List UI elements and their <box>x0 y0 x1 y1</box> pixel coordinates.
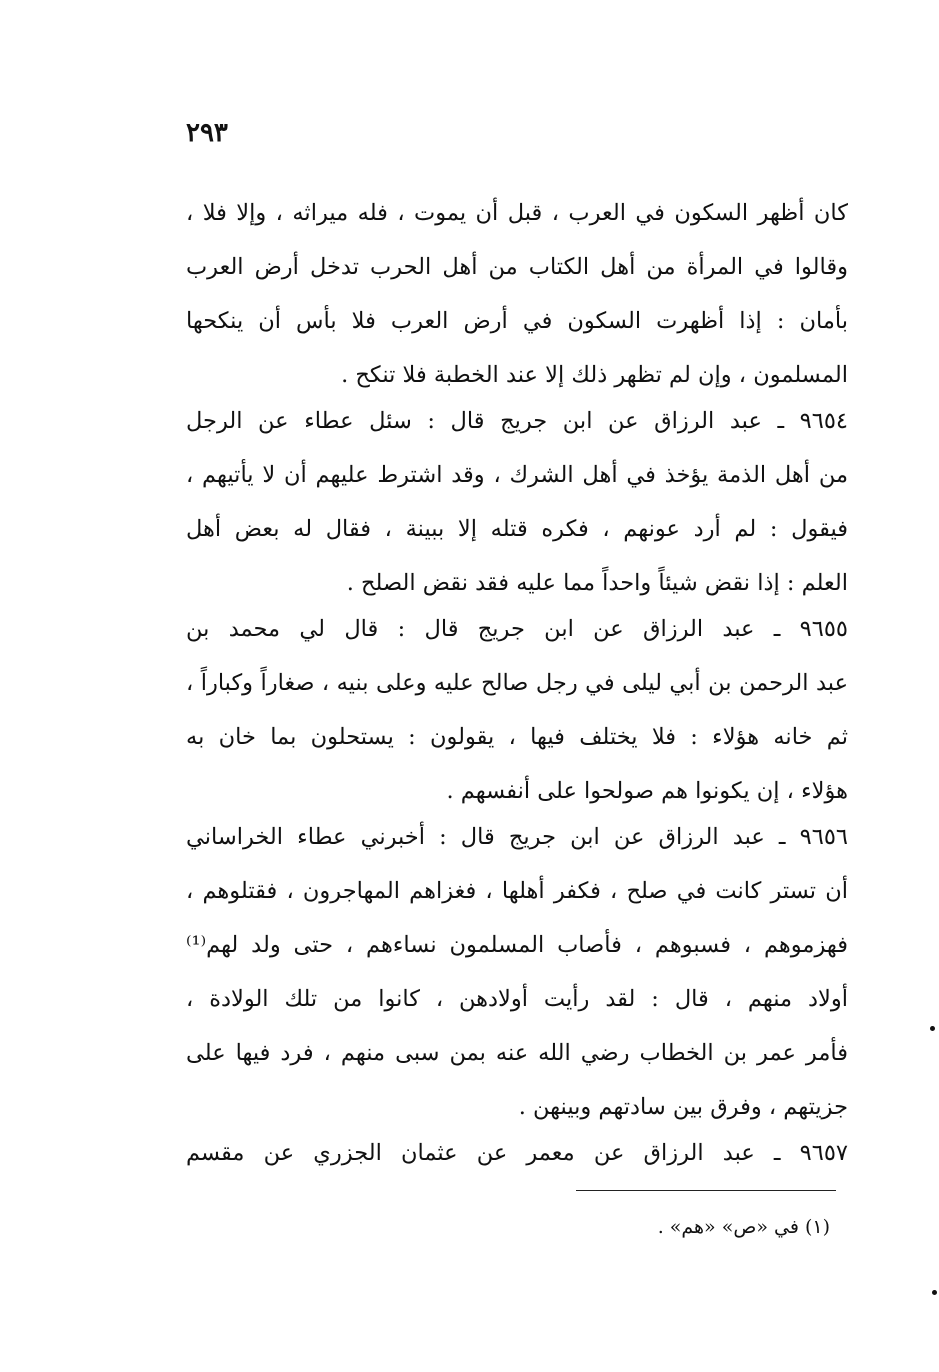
text-line: كان أظهر السكون في العرب ، قبل أن يموت ، فله ميراثه ، وإلا فلا ، <box>186 200 848 226</box>
entry-9657 <box>186 1126 848 1180</box>
text-line: بأمان : إذا أظهرت السكون في أرض العرب فلا بأس أن ينكحها <box>186 308 848 334</box>
text-line: أن تستر كانت في صلح ، فكفر أهلها ، فغزاهم المهاجرون ، فقتلوهم ، <box>186 878 848 904</box>
text-line: ثم خانه هؤلاء : فلا يختلف فيها ، يقولون : يستحلون بما خان به <box>186 724 848 750</box>
text-line: أولاد منهم ، قال : لقد رأيت أولادهن ، كانوا من تلك الولادة ، <box>186 986 848 1012</box>
text-line: ٩٦٥٦ ـ عبد الرزاق عن ابن جريج قال : أخبرني عطاء الخراساني <box>186 824 848 850</box>
text-line: المسلمون ، وإن لم تظهر ذلك إلا عند الخطبة فلا تنكح . <box>341 362 848 388</box>
entry-9654 <box>186 394 848 610</box>
scan-mark <box>932 1290 937 1295</box>
entry-9655 <box>186 602 848 818</box>
text-line: فأمر عمر بن الخطاب رضي الله عنه بمن سبى منهم ، فرد فيها على <box>186 1040 848 1066</box>
page-number: ٢٩٣ <box>186 118 228 148</box>
text-line: وقالوا في المرأة من أهل الكتاب من أهل الحرب تدخل أرض العرب <box>186 254 848 280</box>
text-line: فهزموهم ، فسبوهم ، فأصاب المسلمون نساءهم ، حتى ولد لهم⁽¹⁾ <box>186 932 848 958</box>
text-line: ٩٦٥٤ ـ عبد الرزاق عن ابن جريج قال : سئل عطاء عن الرجل <box>186 408 848 434</box>
text-line: فيقول : لم أرد عونهم ، فكره قتله إلا ببينة ، فقال له بعض أهل <box>186 516 848 542</box>
text-line: جزيتهم ، وفرق بين سادتهم وبينهن . <box>518 1094 848 1120</box>
text-line: ٩٦٥٥ ـ عبد الرزاق عن ابن جريج قال : قال لي محمد بن <box>186 616 848 642</box>
paragraph-1 <box>186 186 848 402</box>
text-line: من أهل الذمة يؤخذ في أهل الشرك ، وقد اشترط عليهم أن لا يأتيهم ، <box>186 462 848 488</box>
scan-mark <box>930 1026 935 1031</box>
footnote: (١) في «ص» «هم» . <box>657 1216 830 1238</box>
text-line: هؤلاء ، إن يكونوا هم صولحوا على أنفسهم . <box>446 778 848 804</box>
entry-9656 <box>186 810 848 1134</box>
text-line: العلم : إذا نقض شيئاً واحداً مما عليه فقد نقض الصلح . <box>346 570 848 596</box>
text-line: عبد الرحمن بن أبي ليلى في رجل صالح عليه وعلى بنيه ، صغاراً وكباراً ، <box>186 670 848 696</box>
footnote-divider <box>576 1190 836 1191</box>
text-line: ٩٦٥٧ ـ عبد الرزاق عن معمر عن عثمان الجزري عن مقسم <box>186 1140 848 1166</box>
